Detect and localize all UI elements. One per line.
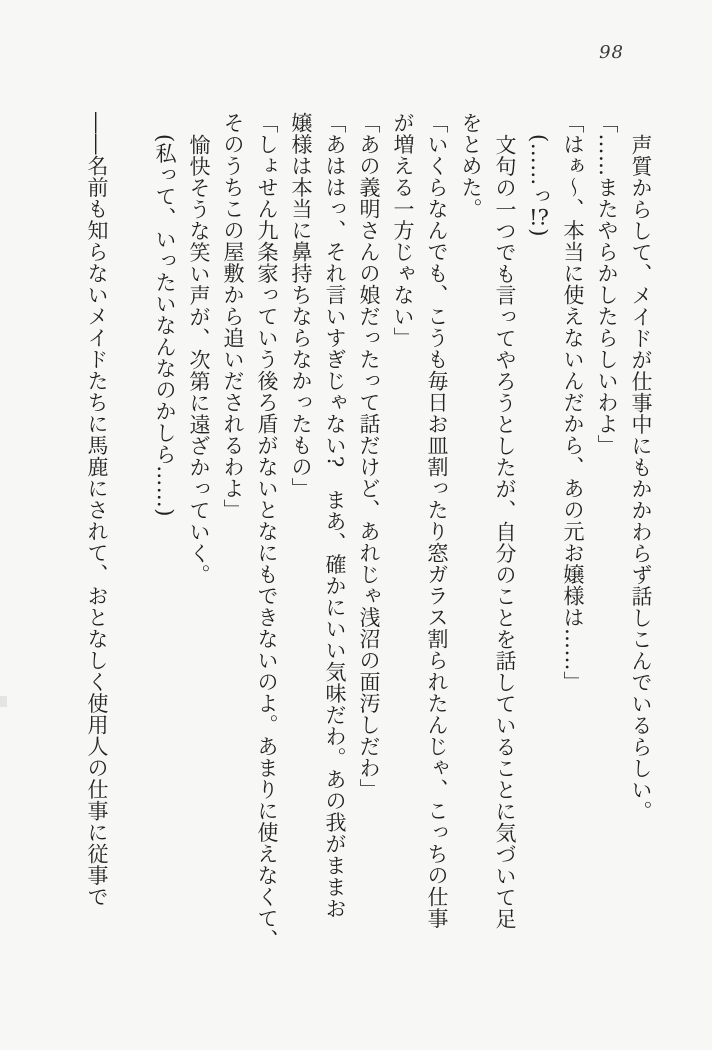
text-line-narration: 文句の一つでも言ってやろうとしたが、自分のことを話していることに気づいて足 xyxy=(493,134,517,930)
thought-close: ) xyxy=(527,228,551,237)
text-line-dialogue: 「いくらなんでも、こうも毎日お皿割ったり窓ガラス割られたんじゃ、こっちの仕事 xyxy=(425,112,449,929)
text-line-dialogue-wrap: が増える一方じゃない」 xyxy=(391,112,415,349)
text-line-thought xyxy=(522,112,556,952)
text-line-dialogue: 「あの義明さんの娘だったって話だけど、あれじゃ浅沼の面汚しだわ」 xyxy=(357,112,381,800)
text-line-narration: 声質からして、メイドが仕事中にもかかわらず話しこんでいるらしい。 xyxy=(629,134,653,822)
text-line-dialogue: 「あははっ、それ言いすぎじゃない? まあ、確かにいい気味だわ。あの我がままお xyxy=(323,112,347,920)
vertical-text-block xyxy=(80,112,658,952)
thought-open: (……っ xyxy=(527,134,551,208)
text-line-monologue: ――名前も知らないメイドたちに馬鹿にされて、おとなしく使用人の仕事に従事で xyxy=(85,112,109,908)
text-line-dialogue-wrap: 嬢様は本当に鼻持ちならなかったもの」 xyxy=(289,112,313,499)
text-line-dialogue: 「……またやらかしたらしいわよ」 xyxy=(595,112,619,456)
text-line-dialogue: 「しょせん九条家っていう後ろ盾がないとなにもできないのよ。あまりに使えなくて、 xyxy=(255,112,279,951)
page-number: 98 xyxy=(599,42,624,63)
scan-speck xyxy=(0,696,7,707)
text-line-narration-wrap: をとめた。 xyxy=(459,112,483,220)
text-line-thought: (私って、いったいなんなのかしら……) xyxy=(153,134,177,517)
interrobang-tatechuyoko: !? xyxy=(529,207,549,229)
text-line-narration: 愉快そうな笑い声が、次第に遠ざかっていく。 xyxy=(187,134,211,586)
text-line-dialogue-wrap: そのうちこの屋敷から追いだされるわよ」 xyxy=(221,112,245,521)
text-line-dialogue: 「はぁ〜、本当に使えないんだから、あの元お嬢様は……」 xyxy=(561,112,585,693)
